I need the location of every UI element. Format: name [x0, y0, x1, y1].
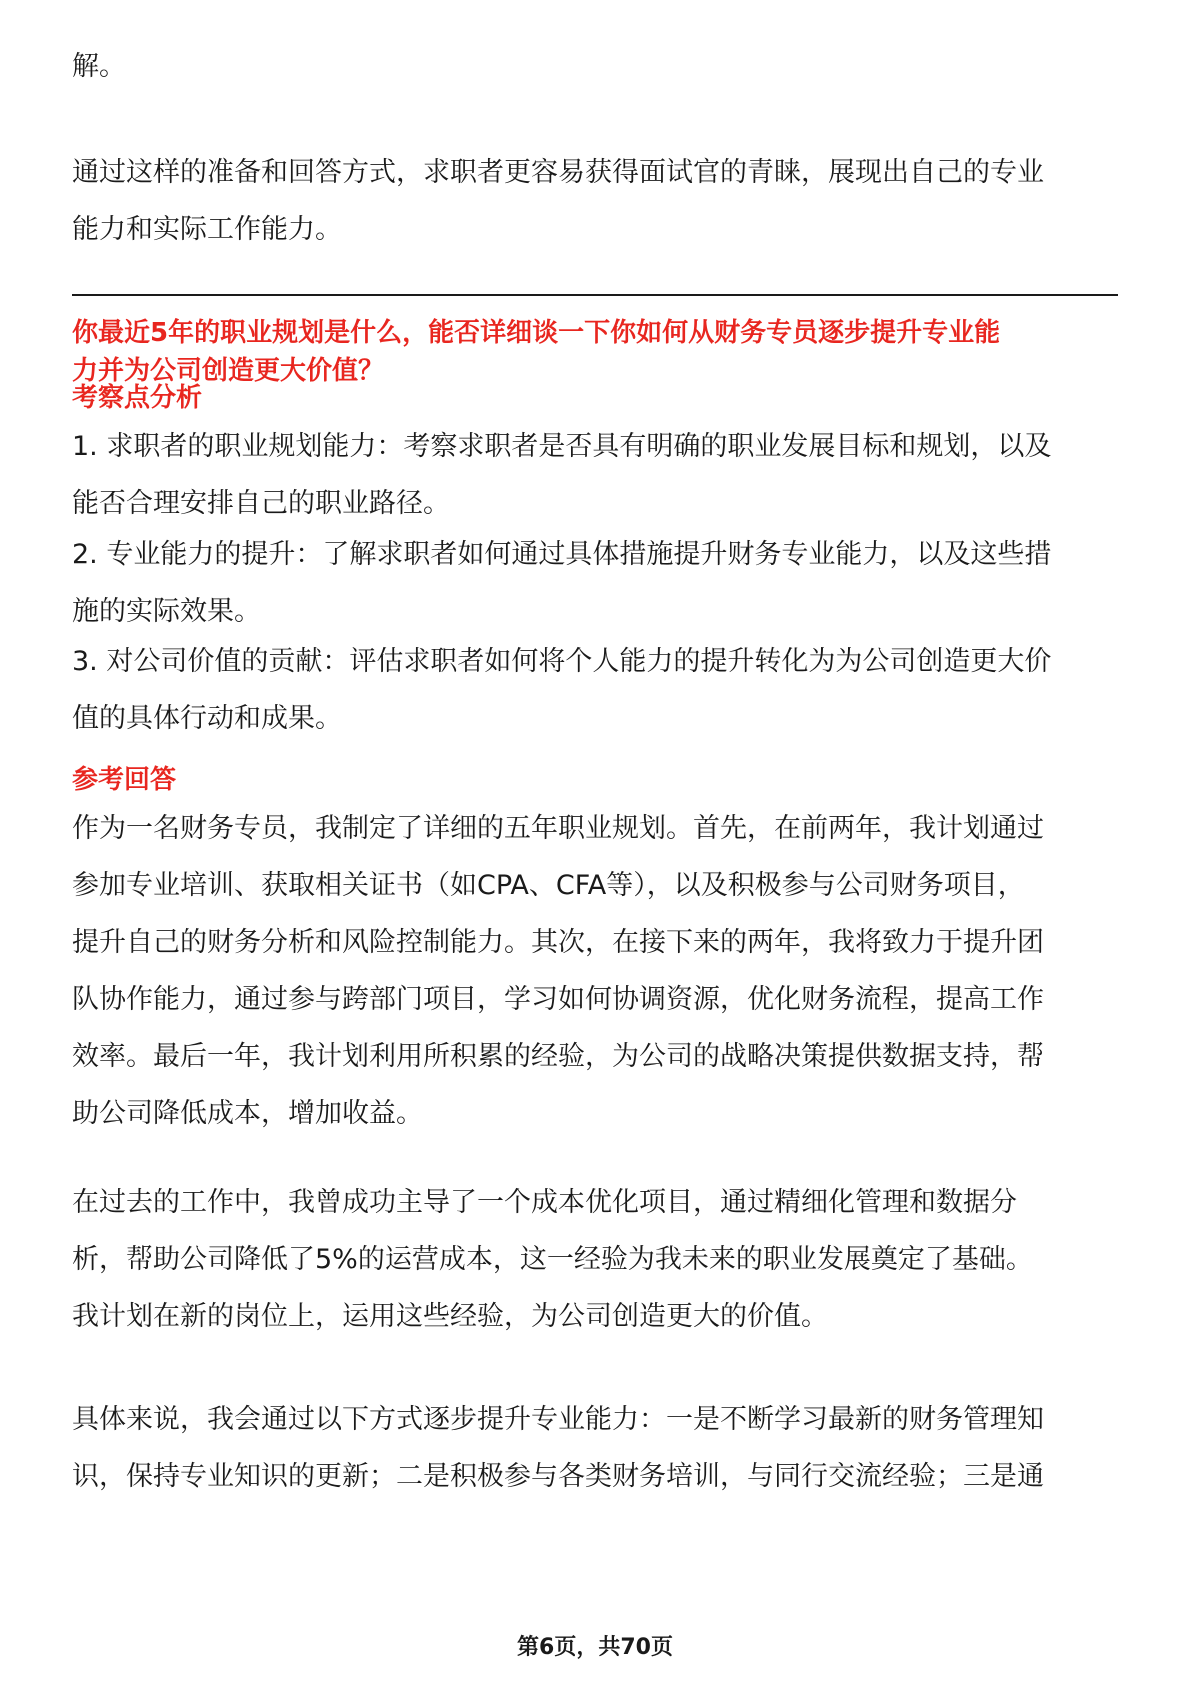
- text-line: 具体来说，我会通过以下方式逐步提升专业能力：一是不断学习最新的财务管理知: [72, 1404, 1044, 1435]
- answer-paragraph-1: [72, 800, 1118, 1142]
- analysis-item-1: [72, 418, 1118, 532]
- text-line: 1. 求职者的职业规划能力：考察求职者是否具有明确的职业发展目标和规划，以及: [72, 431, 1052, 462]
- text-line: 效率。最后一年，我计划利用所积累的经验，为公司的战略决策提供数据支持，帮: [72, 1041, 1044, 1072]
- text-line: 我计划在新的岗位上，运用这些经验，为公司创造更大的价值。: [72, 1301, 828, 1332]
- answer-paragraph-3: [72, 1391, 1118, 1505]
- analysis-heading: 考察点分析: [72, 383, 203, 413]
- question-heading: [72, 314, 1118, 390]
- question-line: 你最近5年的职业规划是什么，能否详细谈一下你如何从财务专员逐步提升专业能: [72, 318, 1001, 348]
- text-line: 识，保持专业知识的更新；二是积极参与各类财务培训，与同行交流经验；三是通: [72, 1461, 1044, 1492]
- text-line: 参加专业培训、获取相关证书（如CPA、CFA等），以及积极参与公司财务项目，: [72, 870, 1025, 901]
- summary-paragraph: [72, 144, 1118, 258]
- text-line: 队协作能力，通过参与跨部门项目，学习如何协调资源，优化财务流程，提高工作: [72, 984, 1044, 1015]
- text-line: 2. 专业能力的提升：了解求职者如何通过具体措施提升财务专业能力，以及这些措: [72, 539, 1052, 570]
- text-line: 施的实际效果。: [72, 596, 261, 627]
- text-line: 析，帮助公司降低了5%的运营成本，这一经验为我未来的职业发展奠定了基础。: [72, 1244, 1033, 1275]
- answer-heading: 参考回答: [72, 765, 177, 795]
- text-line: 解。: [72, 51, 126, 82]
- intro-paragraph: [72, 38, 1118, 95]
- text-line: 提升自己的财务分析和风险控制能力。其次，在接下来的两年，我将致力于提升团: [72, 927, 1044, 958]
- analysis-item-2: [72, 526, 1118, 640]
- text-line: 3. 对公司价值的贡献：评估求职者如何将个人能力的提升转化为为公司创造更大价: [72, 646, 1052, 677]
- text-line: 能否合理安排自己的职业路径。: [72, 488, 450, 519]
- text-line: 能力和实际工作能力。: [72, 214, 342, 245]
- text-line: 值的具体行动和成果。: [72, 703, 342, 734]
- question-line: 力并为公司创造更大价值？: [72, 356, 385, 386]
- answer-paragraph-2: [72, 1174, 1118, 1345]
- text-line: 作为一名财务专员，我制定了详细的五年职业规划。首先，在前两年，我计划通过: [72, 813, 1044, 844]
- analysis-item-3: [72, 633, 1118, 747]
- text-line: 助公司降低成本，增加收益。: [72, 1098, 423, 1129]
- text-line: 通过这样的准备和回答方式，求职者更容易获得面试官的青睐，展现出自己的专业: [72, 157, 1044, 188]
- page-number: 第6页，共70页: [517, 1635, 673, 1660]
- text-line: 在过去的工作中，我曾成功主导了一个成本优化项目，通过精细化管理和数据分: [72, 1187, 1017, 1218]
- section-divider: [72, 294, 1118, 296]
